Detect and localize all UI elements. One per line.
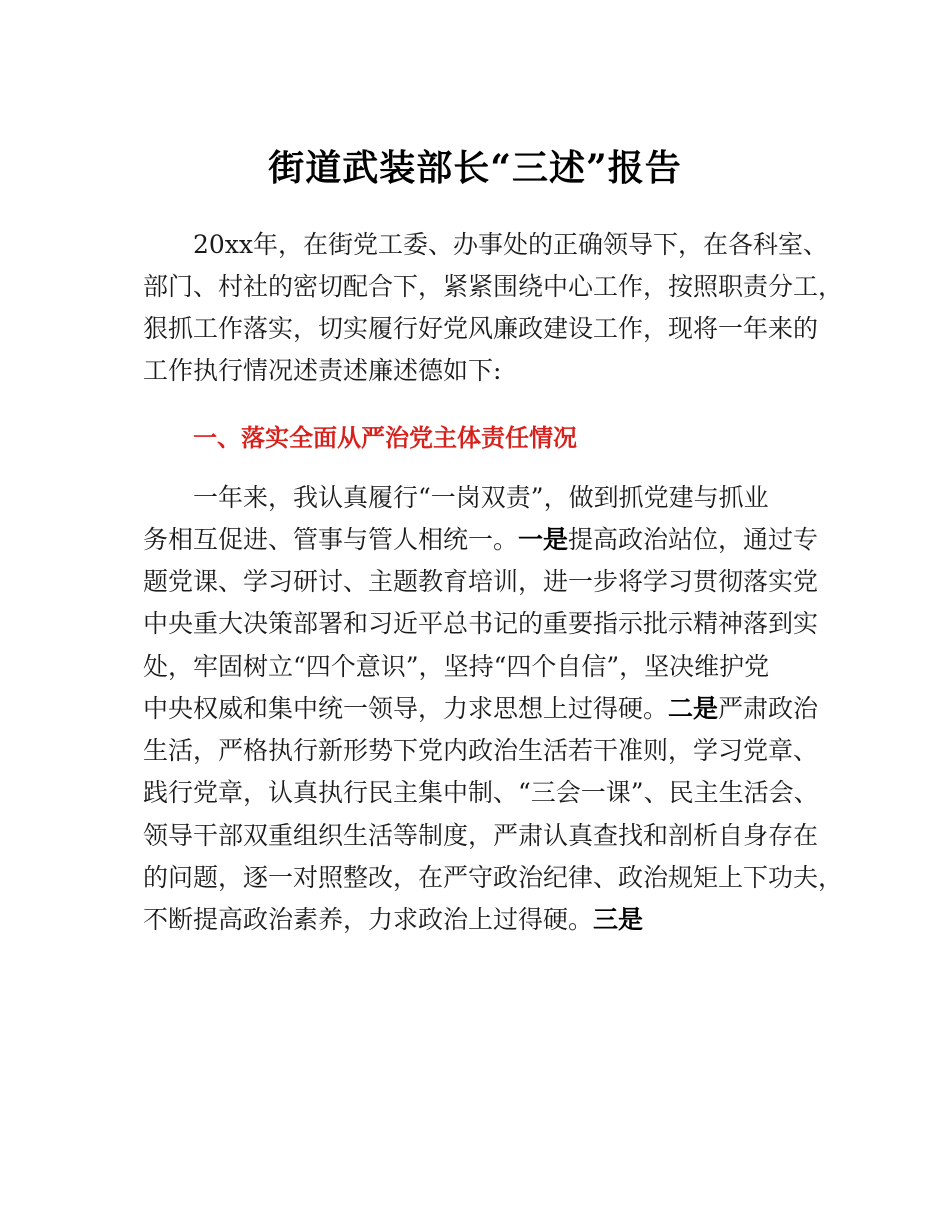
body-line-9: 领导干部双重组织生活等制度，严肃认真查找和剖析自身存在 [143,821,819,850]
point-marker-first: 一是 [518,525,569,554]
body-line-6 [143,692,818,726]
body-line-8: 践行党章，认真执行民主集中制、“三会一课”、民主生活会、 [143,778,819,807]
body-text: 中央权威和集中统一领导，力求思想上过得硬。 [143,694,669,723]
intro-line-1: 20xx年，在街党工委、办事处的正确领导下，在各科室、 [193,230,829,259]
point-marker-second: 二是 [668,694,719,723]
body-line-10: 的问题，逐一对照整改，在严守政治纪律、政治规矩上下功夫， [143,863,844,892]
body-text: 不断提高政治素养，力求政治上过得硬。 [143,905,594,934]
point-marker-third: 三是 [593,905,644,934]
body-text: 务相互促进、管事与管人相统一。 [143,525,519,554]
body-line-11 [143,903,643,937]
body-line-1: 一年来，我认真履行“一岗双责”，做到抓党建与抓业 [193,483,769,512]
body-line-2 [143,523,818,557]
body-line-4: 中央重大决策部署和习近平总书记的重要指示批示精神落到实 [143,609,819,638]
intro-line-4: 工作执行情况述责述廉述德如下: [143,356,502,385]
body-text: 提高政治站位，通过专 [568,525,819,554]
body-line-5: 处，牢固树立“四个意识”，坚持“四个自信”，坚决维护党 [143,652,770,681]
body-text: 严肃政治 [718,694,819,723]
intro-line-3: 狠抓工作落实，切实履行好党风廉政建设工作，现将一年来的 [143,314,819,343]
intro-line-2: 部门、村社的密切配合下，紧紧围绕中心工作，按照职责分工， [143,272,844,301]
body-line-3: 题党课、学习研讨、主题教育培训，进一步将学习贯彻落实党 [143,567,819,596]
document-title: 街道武装部长“三述”报告 [268,147,682,189]
body-line-7: 生活，严格执行新形势下党内政治生活若干准则，学习党章、 [143,736,819,765]
section-heading: 一、落实全面从严治党主体责任情况 [193,424,577,452]
